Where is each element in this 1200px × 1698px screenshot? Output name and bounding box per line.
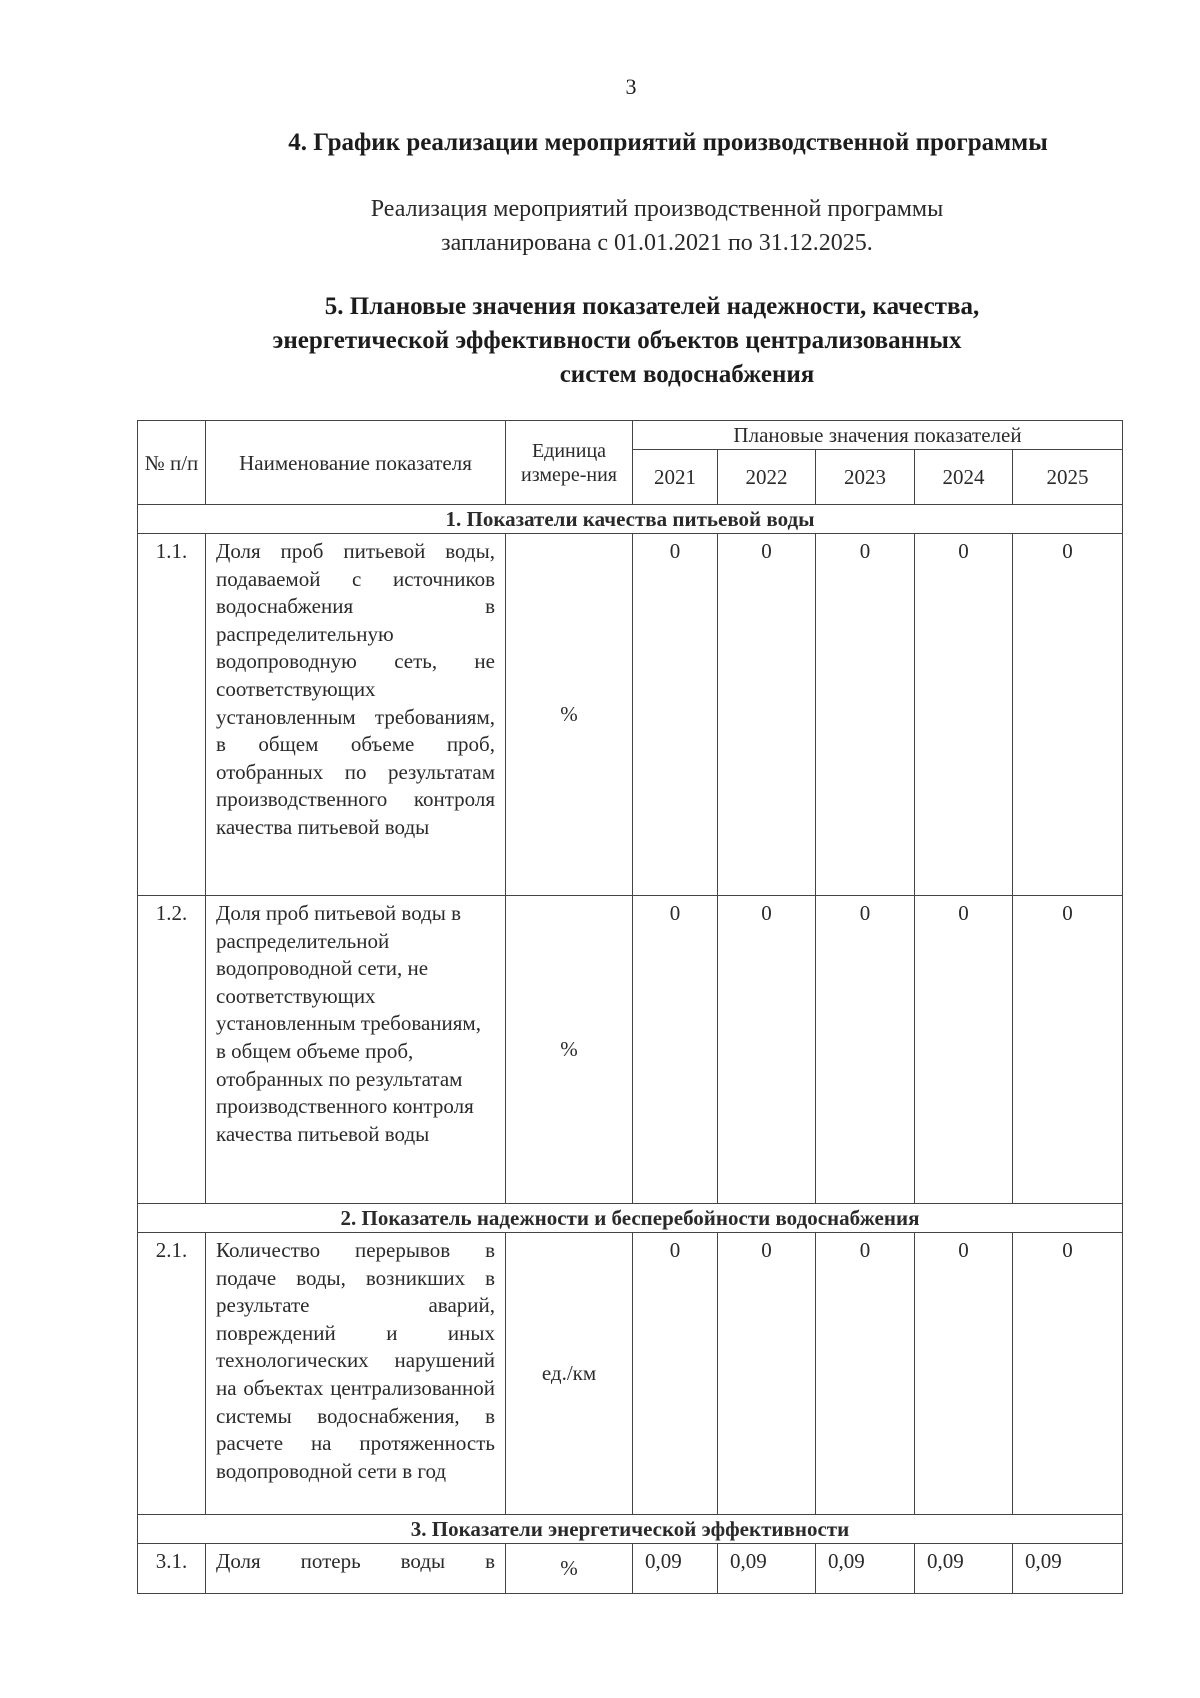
section-5-title-line-1: 5. Плановые значения показателей надежности, качества, xyxy=(324,293,980,320)
header-year: 2025 xyxy=(1013,450,1123,505)
value-cell: 0 xyxy=(915,896,1013,1204)
value-cell: 0 xyxy=(816,1233,915,1515)
header-row-1 xyxy=(138,421,1123,450)
indicator-name: Доля проб питьевой воды, подаваемой с источников водоснабжения в распределительную водопроводную сеть, не соответствующих установленным требованиям, в общем объеме проб, отобранных по результатам производственного контроля качества питьевой воды xyxy=(206,534,506,896)
header-year: 2022 xyxy=(718,450,816,505)
value-cell: 0,09 xyxy=(718,1544,816,1594)
row-number: 1.1. xyxy=(138,534,206,896)
section-4-title: 4. График реализации мероприятий производственной программы xyxy=(288,129,1048,156)
row-number: 3.1. xyxy=(138,1544,206,1594)
row-number: 1.2. xyxy=(138,896,206,1204)
header-year: 2021 xyxy=(633,450,718,505)
table-row xyxy=(138,534,1123,896)
indicator-name: Доля проб питьевой воды в распределительной водопроводной сети, не соответствующих установленным требованиям, в общем объеме проб, отобранных по результатам производственного контроля качества питьевой воды xyxy=(206,896,506,1204)
section-title: 1. Показатели качества питьевой воды xyxy=(138,505,1123,534)
indicator-unit: ед./км xyxy=(506,1233,633,1515)
value-cell: 0 xyxy=(718,534,816,896)
intro-line-2: запланирована с 01.01.2021 по 31.12.2025. xyxy=(441,230,873,256)
value-cell: 0 xyxy=(816,534,915,896)
value-cell: 0 xyxy=(718,1233,816,1515)
page-number: 3 xyxy=(625,74,637,99)
value-cell: 0 xyxy=(816,896,915,1204)
table-row xyxy=(138,896,1123,1204)
indicator-unit: % xyxy=(506,1544,633,1594)
value-cell: 0,09 xyxy=(1013,1544,1123,1594)
indicators-table xyxy=(137,420,1123,1594)
value-cell: 0 xyxy=(718,896,816,1204)
value-cell: 0,09 xyxy=(816,1544,915,1594)
section-5-title xyxy=(0,290,1200,392)
section-title: 2. Показатель надежности и бесперебойности водоснабжения xyxy=(138,1204,1123,1233)
value-cell: 0,09 xyxy=(633,1544,718,1594)
header-unit: Единица измере-ния xyxy=(506,421,633,505)
value-cell: 0 xyxy=(1013,534,1123,896)
value-cell: 0 xyxy=(1013,1233,1123,1515)
section-title: 3. Показатели энергетической эффективности xyxy=(138,1515,1123,1544)
value-cell: 0 xyxy=(633,534,718,896)
indicator-name: Количество перерывов в подаче воды, возникших в результате аварий, повреждений и иных технологических нарушений на объектах централизованной системы водоснабжения, в расчете на протяженность водопроводной сети в год xyxy=(206,1233,506,1515)
indicator-name-text: Доля потерь воды в xyxy=(216,1549,495,1573)
table-row xyxy=(138,1544,1123,1594)
header-name: Наименование показателя xyxy=(206,421,506,505)
header-year: 2024 xyxy=(915,450,1013,505)
value-cell: 0,09 xyxy=(915,1544,1013,1594)
value-cell: 0 xyxy=(915,534,1013,896)
section-row xyxy=(138,1515,1123,1544)
section-row xyxy=(138,1204,1123,1233)
section-row xyxy=(138,505,1123,534)
intro-line-1: Реализация мероприятий производственной программы xyxy=(370,196,944,222)
section-5-title-line-2: энергетической эффективности объектов централизованных xyxy=(272,327,962,354)
indicator-unit: % xyxy=(506,534,633,896)
value-cell: 0 xyxy=(915,1233,1013,1515)
indicator-name xyxy=(206,1544,506,1594)
header-planned-values: Плановые значения показателей xyxy=(633,421,1123,450)
value-cell: 0 xyxy=(1013,896,1123,1204)
indicator-unit: % xyxy=(506,896,633,1204)
table-row xyxy=(138,1233,1123,1515)
row-number: 2.1. xyxy=(138,1233,206,1515)
value-cell: 0 xyxy=(633,896,718,1204)
intro-text xyxy=(0,192,1200,260)
header-year: 2023 xyxy=(816,450,915,505)
header-num: № п/п xyxy=(138,421,206,505)
value-cell: 0 xyxy=(633,1233,718,1515)
section-5-title-line-3: систем водоснабжения xyxy=(559,361,815,388)
